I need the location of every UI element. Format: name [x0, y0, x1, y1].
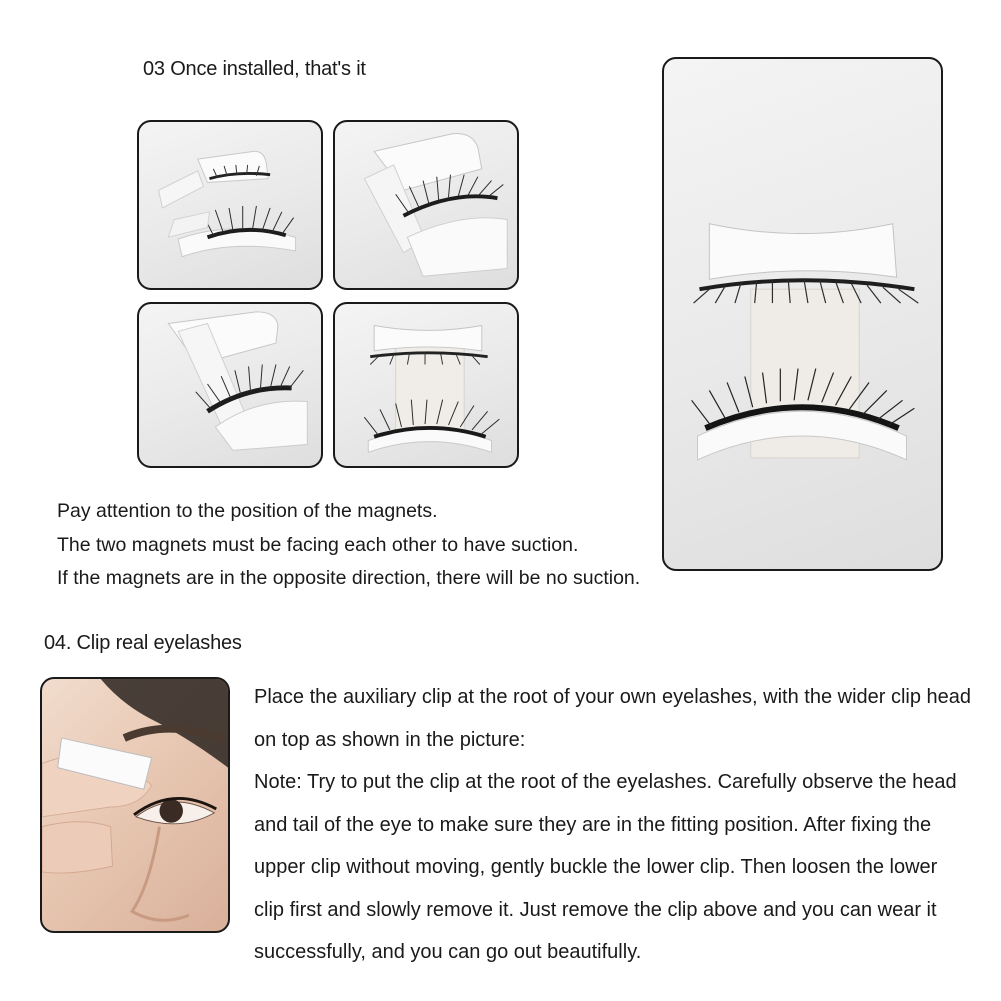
clip-instructions — [254, 676, 984, 974]
lash-clip-large-photo — [662, 57, 943, 571]
instruction-line: Note: Try to put the clip at the root of the eyelashes. Carefully observe the head — [254, 771, 957, 793]
instruction-line: on top as shown in the picture: — [254, 728, 526, 751]
instruction-line: successfully, and you can go out beautifully. — [254, 941, 642, 963]
magnet-note-line: Pay attention to the position of the magnets. — [57, 500, 438, 522]
section-4-heading: 04. Clip real eyelashes — [44, 632, 242, 654]
instruction-line: clip first and slowly remove it. Just remove the clip above and you can wear it — [254, 898, 937, 921]
section-3-heading: 03 Once installed, that's it — [143, 58, 366, 80]
lash-clip-photo-3 — [137, 302, 323, 468]
lash-clip-photo-4 — [333, 302, 519, 468]
magnet-note-line: If the magnets are in the opposite direction, there will be no suction. — [57, 567, 641, 589]
magnet-note-line: The two magnets must be facing each other to have suction. — [57, 533, 579, 556]
lash-clip-photo-1 — [137, 120, 323, 290]
magnet-notes — [57, 495, 640, 596]
instruction-line: Place the auxiliary clip at the root of your own eyelashes, with the wider clip head — [254, 686, 972, 708]
instruction-line: upper clip without moving, gently buckle the lower clip. Then loosen the lower — [254, 856, 938, 878]
instruction-line: and tail of the eye to make sure they are in the fitting position. After fixing the — [254, 813, 932, 836]
clip-on-eye-photo — [40, 677, 230, 933]
lash-clip-photo-2 — [333, 120, 519, 290]
